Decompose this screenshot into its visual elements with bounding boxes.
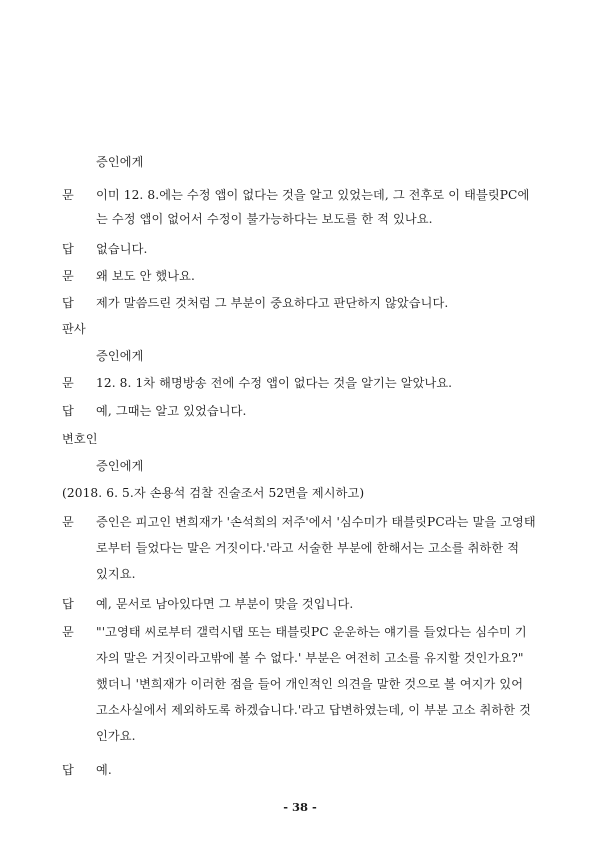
- line-23: 예.: [96, 763, 112, 777]
- line-10: 예, 그때는 알고 있었습니다.: [96, 404, 247, 418]
- question-mark: 문: [62, 269, 74, 283]
- line-19: 자의 말은 거짓이라고밖에 볼 수 없다.' 부분은 여전히 고소를 유지할 것인가요?": [96, 651, 524, 665]
- answer-mark: 답: [62, 597, 74, 611]
- speaker-judge: 판사: [62, 322, 86, 336]
- line-20: 했더니 '변희재가 이러한 점을 들어 개인적인 의견을 말한 것으로 볼 여지가 있어: [96, 677, 524, 691]
- line-21: 고소사실에서 제외하도록 하겠습니다.'라고 답변하였는데, 이 부분 고소 취하한 것: [96, 703, 532, 717]
- line-14: 증인은 피고인 변희재가 '손석희의 저주'에서 '심수미가 태블릿PC라는 말을 고영태: [96, 515, 536, 529]
- line-13: (2018. 6. 5.자 손용석 검찰 진술조서 52면을 제시하고): [62, 486, 365, 500]
- question-mark: 문: [62, 515, 74, 529]
- line-8: 증인에게: [96, 349, 144, 363]
- line-3: 는 수정 앱이 없어서 수정이 불가능하다는 보도를 한 적 있나요.: [96, 212, 433, 226]
- line-12: 증인에게: [96, 459, 144, 473]
- page-number: - 38 -: [283, 800, 317, 814]
- line-6: 제가 말씀드린 것처럼 그 부분이 중요하다고 판단하지 않았습니다.: [96, 296, 449, 310]
- answer-mark: 답: [62, 763, 74, 777]
- speaker-lawyer: 변호인: [62, 432, 98, 446]
- line-2: 이미 12. 8.에는 수정 앱이 없다는 것을 알고 있었는데, 그 전후로 이 태블릿PC에: [96, 188, 530, 202]
- line-1: 증인에게: [96, 155, 144, 169]
- answer-mark: 답: [62, 242, 74, 256]
- line-22: 인가요.: [96, 729, 136, 743]
- line-9: 12. 8. 1차 해명방송 전에 수정 앱이 없다는 것을 알기는 알았나요.: [96, 376, 453, 390]
- question-mark: 문: [62, 188, 74, 202]
- line-4: 없습니다.: [96, 242, 148, 256]
- question-mark: 문: [62, 376, 74, 390]
- answer-mark: 답: [62, 404, 74, 418]
- line-16: 있지요.: [96, 567, 136, 581]
- question-mark: 문: [62, 625, 74, 639]
- answer-mark: 답: [62, 296, 74, 310]
- line-18: "'고영태 씨로부터 갤럭시탭 또는 태블릿PC 운운하는 얘기를 들었다는 심수미 기: [96, 625, 527, 639]
- line-5: 왜 보도 안 했나요.: [96, 269, 196, 283]
- line-15: 로부터 들었다는 말은 거짓이다.'라고 서술한 부분에 한해서는 고소를 취하한 적: [96, 541, 520, 555]
- line-17: 예, 문서로 남아있다면 그 부분이 맞을 것입니다.: [96, 597, 354, 611]
